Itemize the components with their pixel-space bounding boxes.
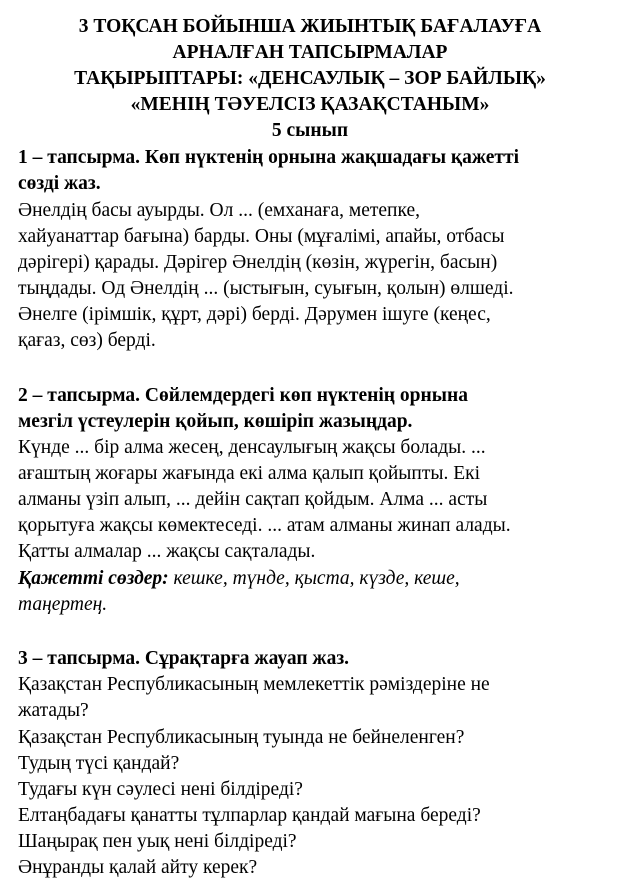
task2-words-line xyxy=(18,566,460,592)
task2-text-line: Қатты алмалар ... жақсы сақталады. xyxy=(18,541,316,562)
title-line-4: «МЕНІҢ ТӘУЕЛСІЗ ҚАЗАҚСТАНЫМ» xyxy=(130,94,490,115)
task3-question: Тудағы күн сәулесі нені білдіреді? xyxy=(18,779,303,800)
task3-question: Қазақстан Республикасының мемлекеттік рәміздеріне не xyxy=(18,674,490,695)
task3-question: Шаңырақ пен уық нені білдіреді? xyxy=(18,831,297,852)
task1-text-line: Әнелдің басы ауырды. Ол ... (емханаға, метепке, xyxy=(18,200,420,221)
title-line-1: 3 ТОҚСАН БОЙЫНША ЖИЫНТЫҚ БАҒАЛАУҒА xyxy=(78,16,542,37)
task2-text-line: Күнде ... бір алма жесең, денсаулығың жақсы болады. ... xyxy=(18,437,486,458)
task1-heading-line-1: 1 – тапсырма. Көп нүктенің орнына жақшадағы қажетті xyxy=(18,147,520,168)
task3-question: Елтаңбадағы қанатты тұлпарлар қандай мағына береді? xyxy=(18,805,481,826)
task3-question: жатады? xyxy=(18,700,89,721)
task2-heading-line-2: мезгіл үстеулерін қойып, көшіріп жазыңдар. xyxy=(18,411,413,432)
title-line-3: ТАҚЫРЫПТАРЫ: «ДЕНСАУЛЫҚ – ЗОР БАЙЛЫҚ» xyxy=(74,68,546,89)
task1-text-line: хайуанаттар бағына) барды. Оны (мұғалімі, апайы, отбасы xyxy=(18,226,505,247)
task3-question: Әнұранды қалай айту керек? xyxy=(18,857,258,878)
task1-text-line: тыңдады. Од Әнелдің ... (ыстығын, суығын, қолын) өлшеді. xyxy=(18,278,514,299)
task2-text-line: алманы үзіп алып, ... дейін сақтап қойдым. Алма ... асты xyxy=(18,489,488,510)
task1-text-line: дәрігері) қарады. Дәрігер Әнелдің (көзін, жүрегін, басын) xyxy=(18,252,498,273)
task1-heading-line-2: сөзді жаз. xyxy=(18,173,101,194)
task3-question: Қазақстан Республикасының туында не бейнеленген? xyxy=(18,727,465,748)
task2-words-continued: таңертең. xyxy=(18,594,108,615)
task1-text-line: Әнелге (ірімшік, құрт, дәрі) берді. Дәрумен ішуге (кеңес, xyxy=(18,304,491,325)
task2-text-line: ағаштың жоғары жағында екі алма қалып қойыпты. Екі xyxy=(18,463,481,484)
task2-words-label: Қажетті сөздер: xyxy=(18,568,169,589)
task3-question: Тудың түсі қандай? xyxy=(18,753,180,774)
task2-words-list: кешке, түнде, қыста, күзде, кеше, xyxy=(168,568,460,589)
task2-text-line: қорытуға жақсы көмектеседі. ... атам алманы жинап алады. xyxy=(18,515,511,536)
task3-heading: 3 – тапсырма. Сұрақтарға жауап жаз. xyxy=(18,648,350,669)
task1-text-line: қағаз, сөз) берді. xyxy=(18,330,156,351)
grade-label: 5 сынып xyxy=(271,120,349,141)
title-line-2: АРНАЛҒАН ТАПСЫРМАЛАР xyxy=(172,42,448,63)
task2-heading-line-1: 2 – тапсырма. Сөйлемдердегі көп нүктенің орнына xyxy=(18,385,468,406)
